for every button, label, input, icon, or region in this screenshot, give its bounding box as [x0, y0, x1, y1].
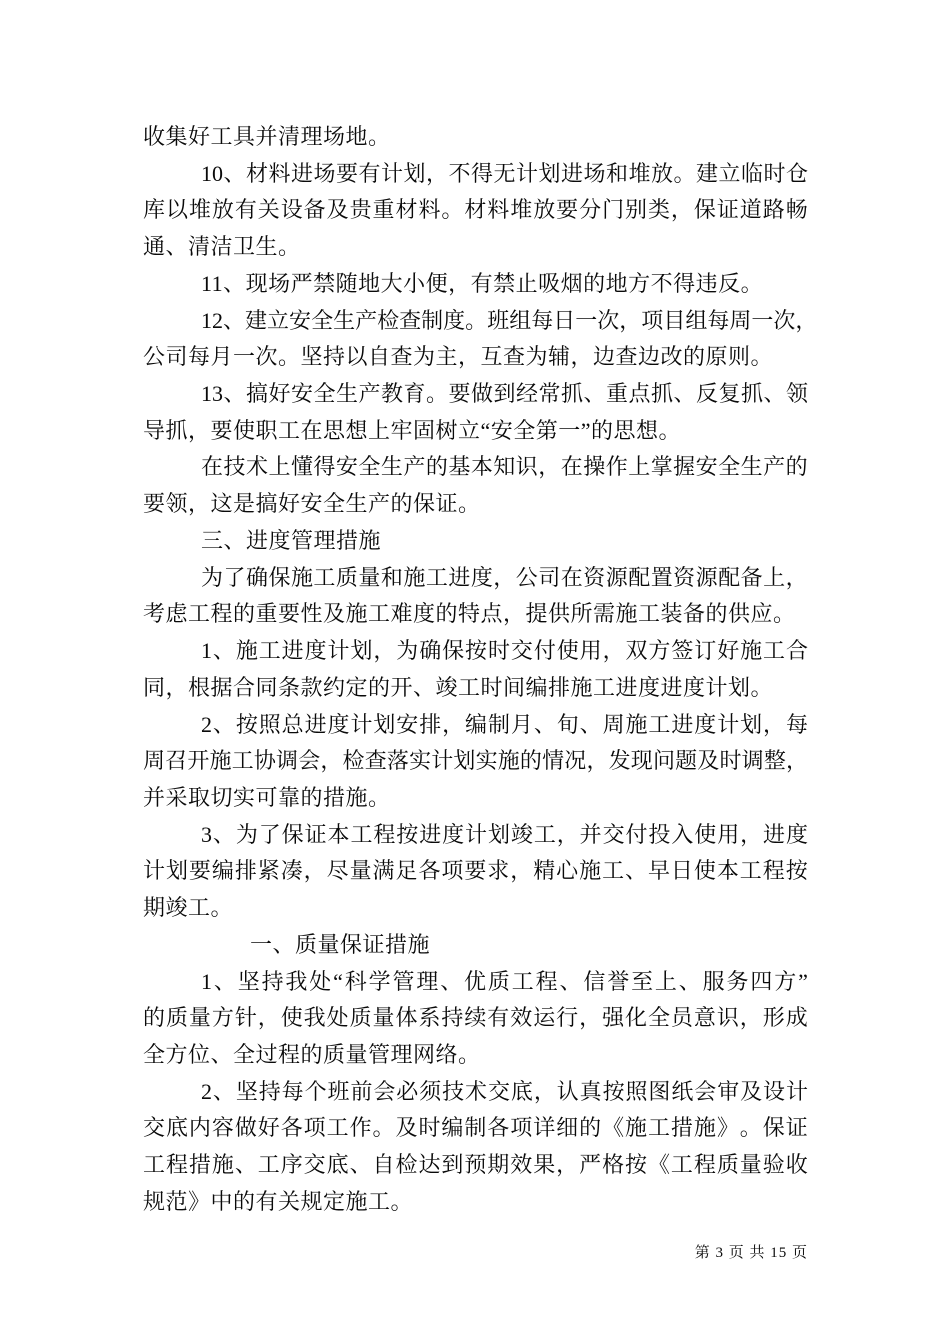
text-line: 库 以 堆 放 有 关 设 备 及 贵 重 材 料 。 材 料 堆 放 要 分 门 别 类 ， 保 证 道 路 畅	[143, 197, 808, 223]
text-line: 1 、 施 工 进 度 计 划 ， 为 确 保 按 时 交 付 使 用 ， 双 方 签 订 好 施 工 合	[201, 638, 808, 664]
text-line: 为 了 确 保 施 工 质 量 和 施 工 进 度 ， 公 司 在 资 源 配 置 资 源 配 备 上 ，	[201, 564, 808, 590]
page-footer	[695, 1243, 808, 1263]
text-line: 2 、 坚 持 每 个 班 前 会 必 须 技 术 交 底 ， 认 真 按 照 图 纸 会 审 及 设 计	[201, 1078, 808, 1104]
text-line: 一、质量保证措施	[250, 931, 431, 957]
text-line: 三、进度管理措施	[201, 527, 382, 553]
text-line: 11、现场严禁随地大小便，有禁止吸烟的地方不得违反。	[201, 270, 764, 296]
text-line: 3 、 为 了 保 证 本 工 程 按 进 度 计 划 竣 工 ， 并 交 付 投 入 使 用 ， 进 度	[201, 821, 808, 847]
text-line: 全方位、全过程的质量管理网络。	[143, 1041, 481, 1067]
text-line: 2 、 按 照 总 进 度 计 划 安 排 ， 编 制 月 、 旬 、 周 施 工 进 度 计 划 ， 每	[201, 711, 808, 737]
text-line: 通、清洁卫生。	[143, 234, 301, 260]
text-line: 工 程 措 施 、 工 序 交 底 、 自 检 达 到 预 期 效 果 ， 严 格 按 《 工 程 质 量 验 收	[143, 1152, 808, 1178]
text-line: 的 质 量 方 针 ， 使 我 处 质 量 体 系 持 续 有 效 运 行 ， 强 化 全 员 意 识 ， 形 成	[143, 1005, 808, 1031]
text-line: 12 、 建 立 安 全 生 产 检 查 制 度 。 班 组 每 日 一 次 ， 项 目 组 每 周 一 次 ，	[201, 307, 818, 333]
text-line: 并采取切实可靠的措施。	[143, 784, 391, 810]
text-line: 在 技 术 上 懂 得 安 全 生 产 的 基 本 知 识 ， 在 操 作 上 掌 握 安 全 生 产 的	[201, 454, 808, 480]
text-line: 周 召 开 施 工 协 调 会 ， 检 查 落 实 计 划 实 施 的 情 况 ， 发 现 问 题 及 时 调 整 ，	[143, 748, 808, 774]
text-line: 期竣工。	[143, 895, 234, 921]
text-line: 考虑工程的重要性及施工难度的特点，提供所需施工装备的供应。	[143, 601, 796, 627]
text-line: 要领，这是搞好安全生产的保证。	[143, 491, 481, 517]
text-line: 交 底 内 容 做 好 各 项 工 作 。 及 时 编 制 各 项 详 细 的 《 施 工 措 施 》 。 保 证	[143, 1115, 808, 1141]
text-line: 公司每月一次。坚持以自查为主，互查为辅，边查边改的原则。	[143, 344, 774, 370]
page-number-text: 第 3 页 共 15 页	[694, 1245, 808, 1261]
text-line: 同，根据合同条款约定的开、竣工时间编排施工进度进度计划。	[143, 674, 774, 700]
text-line: 13 、 搞 好 安 全 生 产 教 育 。 要 做 到 经 常 抓 、 重 点 抓 、 反 复 抓 、 领	[201, 381, 808, 407]
text-line: 1 、 坚 持 我 处 “ 科 学 管 理 、 优 质 工 程 、 信 誉 至 上 、 服 务 四 方 ”	[201, 968, 808, 994]
text-line: 收集好工具并清理场地。	[143, 124, 391, 149]
text-line: 导抓，要使职工在思想上牢固树立“安全第一”的思想。	[143, 417, 682, 443]
text-line: 规范》中的有关规定施工。	[143, 1188, 414, 1214]
text-line: 10 、 材 料 进 场 要 有 计 划 ， 不 得 无 计 划 进 场 和 堆 放 。 建 立 临 时 仓	[201, 160, 808, 186]
document-body	[143, 119, 818, 1221]
text-line: 计 划 要 编 排 紧 凑 ， 尽 量 满 足 各 项 要 求 ， 精 心 施 工 、 早 日 使 本 工 程 按	[143, 858, 808, 884]
